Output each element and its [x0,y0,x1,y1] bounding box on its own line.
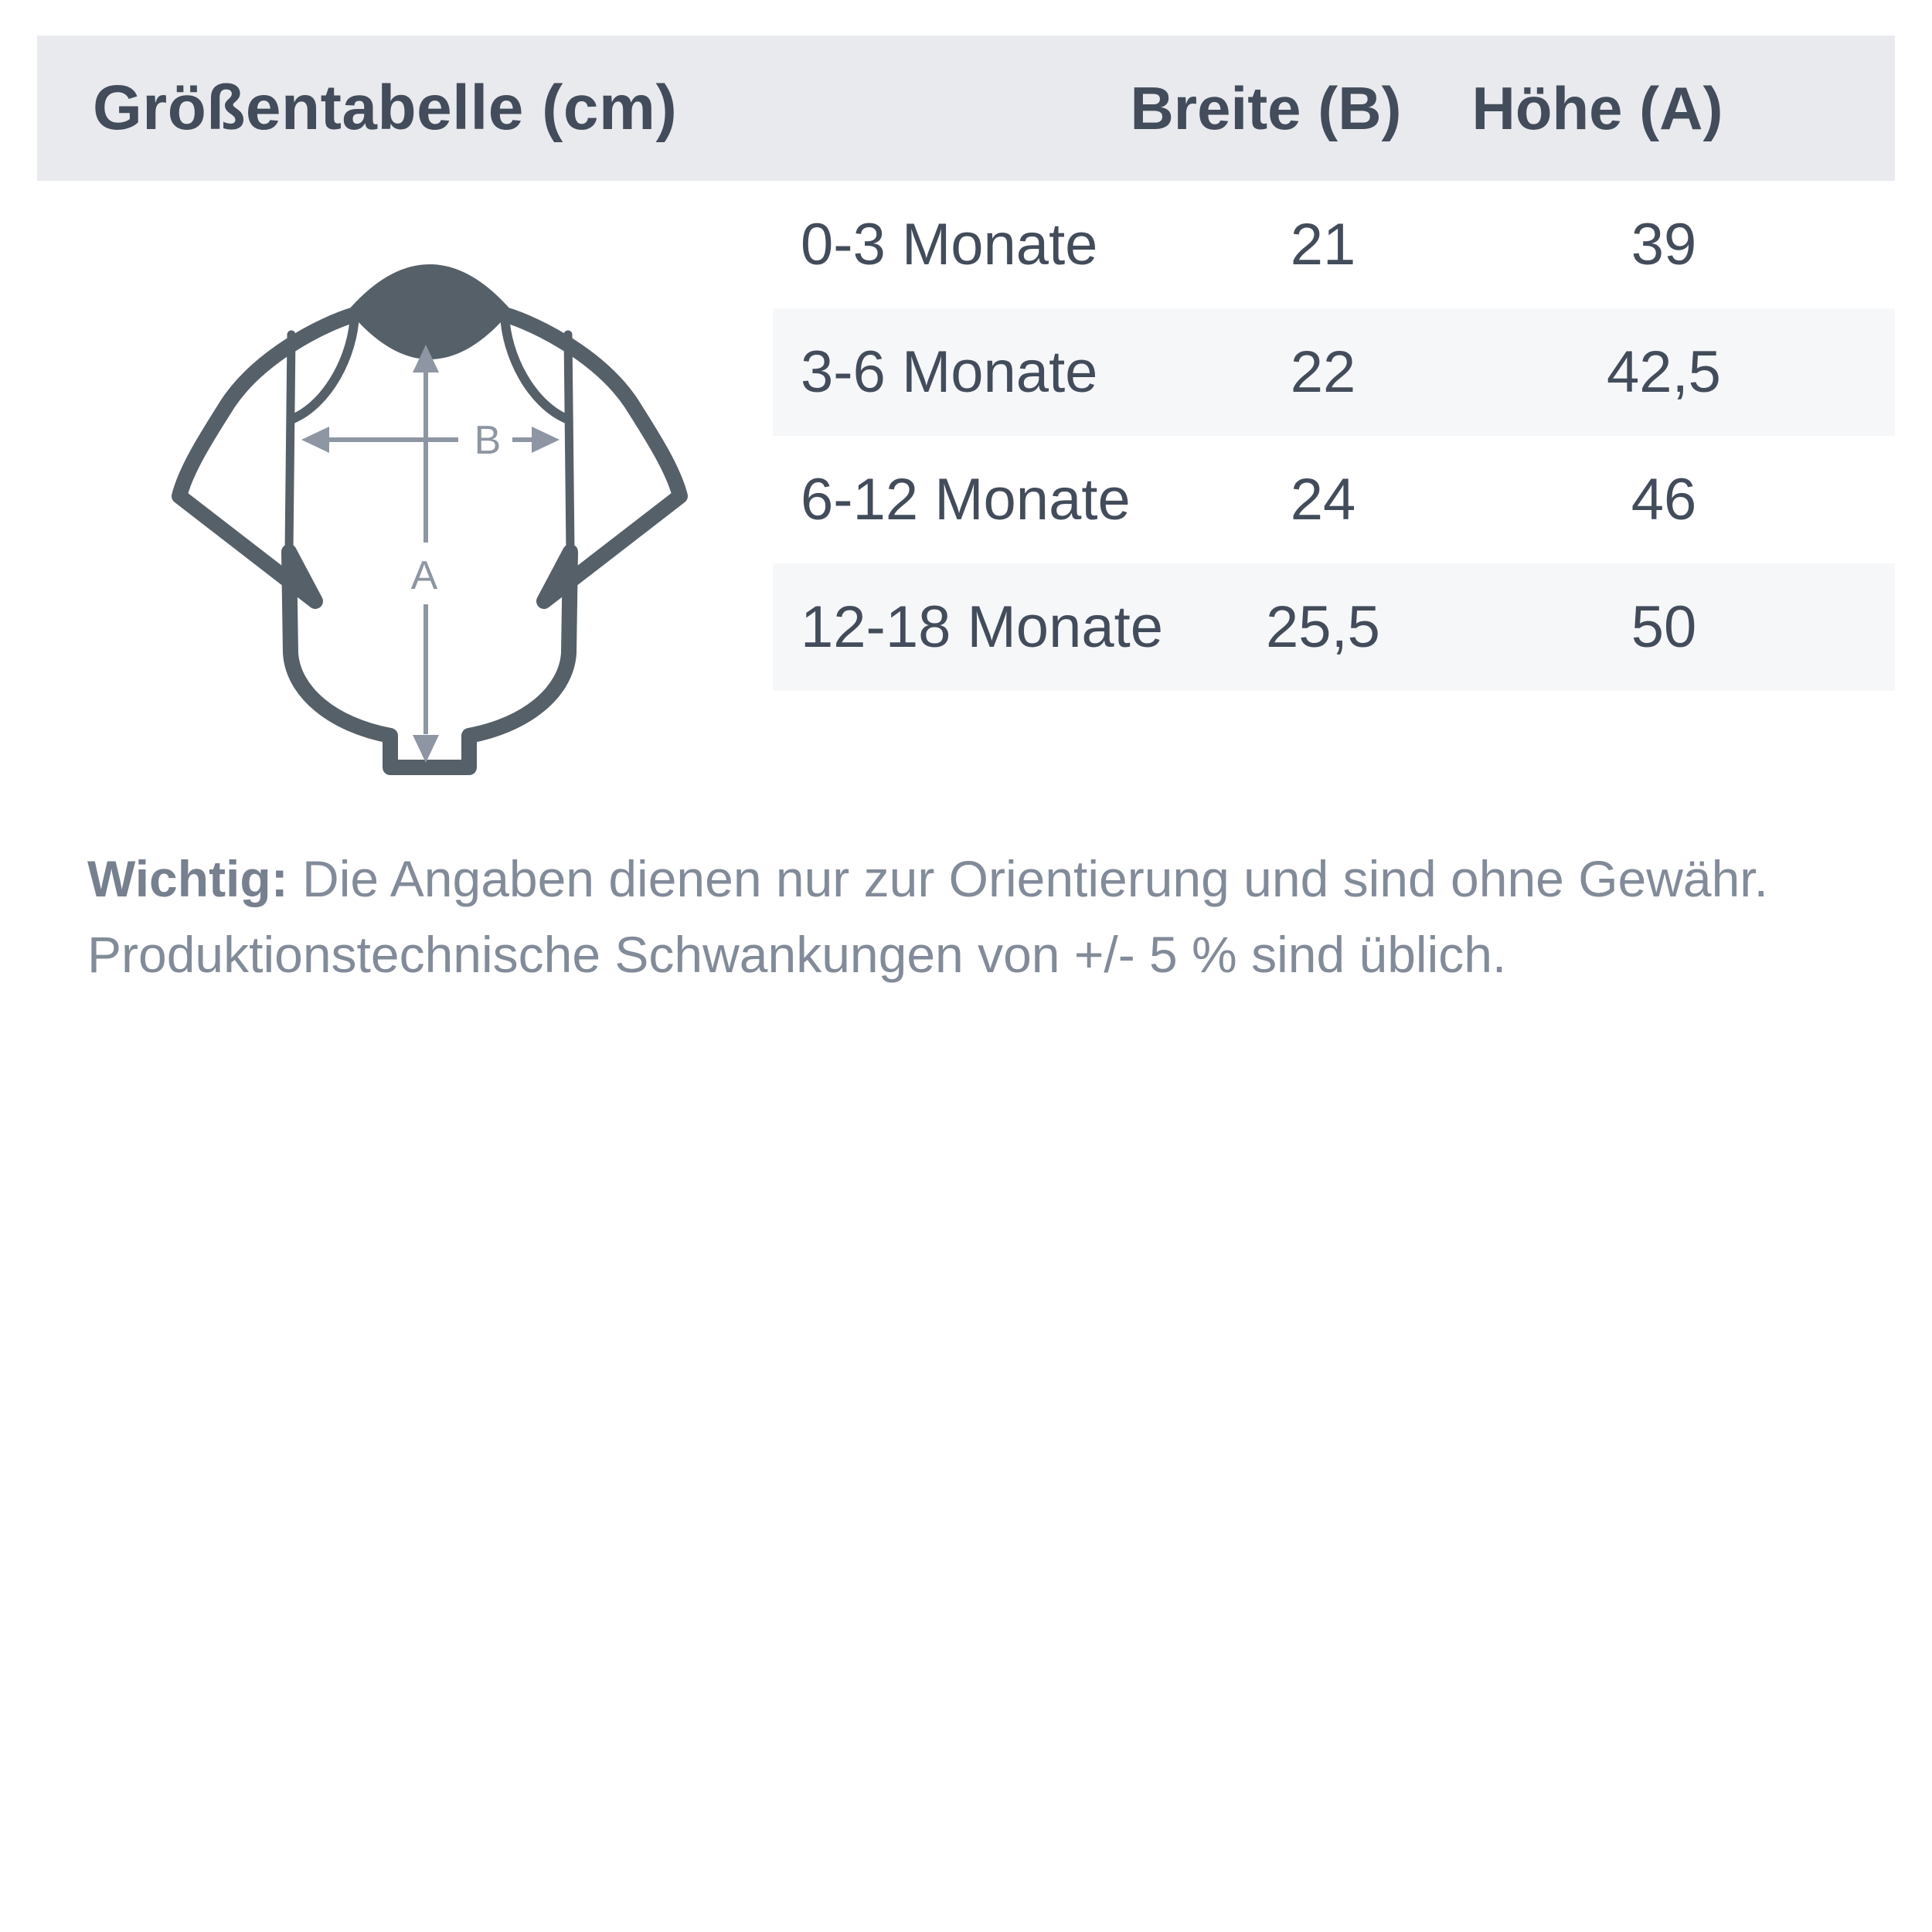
height-value: 50 [1631,594,1697,660]
size-label: 3-6 Monate [801,339,1098,405]
width-value: 21 [1290,212,1356,277]
height-value: 46 [1631,467,1697,532]
disclaimer-line-2: Produktionstechnische Schwankungen von +/- 5 % sind üblich. [87,926,1507,983]
column-header-width: Breite (B) [1130,73,1402,142]
width-value: 25,5 [1266,594,1380,660]
size-label: 0-3 Monate [801,212,1098,277]
disclaimer-text-1: Die Angaben dienen nur zur Orientierung und sind ohne Gewähr. [302,850,1768,907]
table-row [773,436,1895,563]
size-label: 12-18 Monate [801,594,1163,660]
table-row [773,308,1895,436]
table-row [773,181,1895,308]
disclaimer-line-1 [87,841,1865,917]
height-value: 39 [1631,212,1697,277]
left-raglan-seam [289,335,291,552]
size-table [773,181,1895,691]
right-raglan-seam [568,335,570,552]
page-title: Größentabelle (cm) [93,73,678,143]
disclaimer-note [87,841,1865,992]
height-label: A [410,553,438,598]
width-label: B [474,418,502,463]
disclaimer-bold: Wichtig: [87,850,288,907]
table-row [773,563,1895,691]
bodysuit-measurement-diagram [158,255,699,788]
size-label: 6-12 Monate [801,467,1131,532]
height-value: 42,5 [1607,339,1721,405]
column-header-height: Höhe (A) [1471,73,1723,142]
width-value: 22 [1290,339,1356,405]
width-value: 24 [1290,467,1356,532]
